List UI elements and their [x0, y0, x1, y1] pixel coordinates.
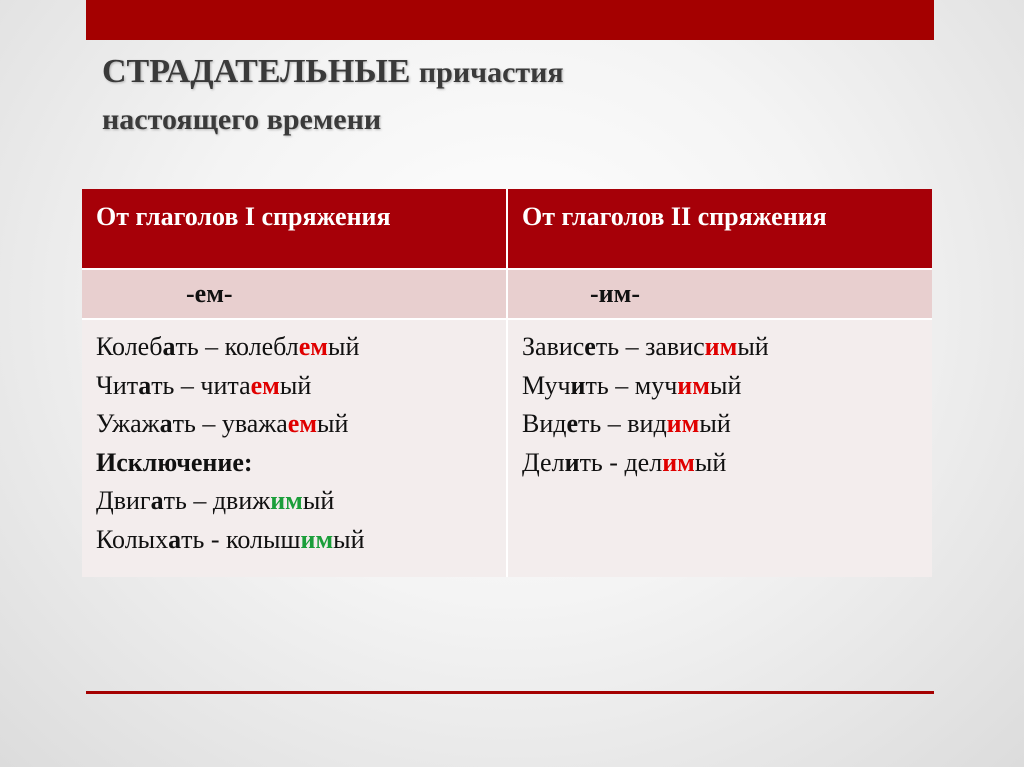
- word-part: ый: [327, 332, 360, 361]
- word-part: а: [138, 370, 152, 400]
- word-part: ть – уважа: [172, 409, 288, 438]
- word-part: ый: [737, 332, 769, 361]
- word-part: Завис: [522, 332, 585, 361]
- suffix-highlight: ем: [287, 409, 318, 438]
- word-part: ть – муч: [585, 370, 678, 400]
- example-line: [96, 405, 492, 444]
- word-part: а: [162, 332, 176, 361]
- example-line: [522, 405, 918, 444]
- word-part: а: [150, 486, 164, 515]
- word-part: Колеб: [96, 332, 163, 361]
- title-line-1: [102, 48, 902, 96]
- word-part: ый: [694, 447, 727, 477]
- word-part: ть – колебл: [175, 332, 299, 361]
- word-part: ть – движ: [163, 486, 271, 515]
- slide-title: [102, 48, 902, 143]
- example-line: [96, 482, 492, 521]
- word-part: ый: [699, 409, 731, 438]
- word-part: ый: [279, 370, 312, 400]
- examples-conjugation-2: [507, 319, 932, 577]
- word-part: Вид: [522, 409, 567, 438]
- example-line: [96, 328, 492, 367]
- word-part: Двиг: [96, 486, 151, 515]
- header-conjugation-2: От глаголов II спряжения: [507, 189, 932, 269]
- word-part: ый: [333, 524, 365, 554]
- word-part: ть – завис: [595, 332, 705, 361]
- example-line: [522, 328, 918, 367]
- header-conjugation-1: От глаголов I спряжения: [82, 189, 507, 269]
- word-part: а: [168, 524, 182, 554]
- suffix-highlight: им: [300, 524, 334, 554]
- title-rest: причастия: [418, 56, 564, 89]
- suffix-im: -им-: [507, 269, 932, 319]
- example-line: [96, 521, 492, 560]
- word-part: ть – вид: [578, 409, 667, 438]
- suffix-highlight: им: [662, 447, 695, 477]
- conjugation-table: [82, 189, 932, 577]
- table-header-row: [82, 189, 932, 269]
- word-part: и: [570, 370, 586, 400]
- suffix-em: -ем-: [82, 269, 507, 319]
- example-line: [522, 444, 918, 483]
- title-line-2: настоящего времени: [102, 103, 382, 136]
- example-line: [96, 367, 492, 406]
- suffix-highlight: им: [677, 370, 710, 400]
- word-part: ть - дел: [579, 447, 663, 477]
- exception-label: [96, 444, 492, 483]
- suffix-row: [82, 269, 932, 319]
- word-part: Ужаж: [96, 409, 160, 438]
- word-part: е: [566, 409, 579, 438]
- word-part: ть – чита: [151, 370, 251, 400]
- word-part: е: [584, 332, 596, 361]
- word-part: Муч: [522, 370, 571, 400]
- examples-conjugation-1: [82, 319, 507, 577]
- suffix-highlight: им: [666, 409, 700, 438]
- title-upper: СТРАДАТЕЛЬНЫЕ: [102, 53, 411, 90]
- examples-row: [82, 319, 932, 577]
- bottom-accent-line: [86, 691, 934, 694]
- exception-text: Исключение:: [96, 447, 253, 477]
- top-accent-bar: [86, 0, 934, 40]
- suffix-highlight: им: [270, 486, 303, 515]
- suffix-highlight: ем: [250, 370, 280, 400]
- word-part: Чит: [96, 370, 139, 400]
- word-part: и: [564, 447, 580, 477]
- word-part: Колых: [96, 524, 169, 554]
- suffix-highlight: ем: [298, 332, 328, 361]
- word-part: Дел: [522, 447, 565, 477]
- word-part: ть - колыш: [181, 524, 301, 554]
- word-part: ый: [709, 370, 742, 400]
- example-line: [522, 367, 918, 406]
- suffix-highlight: им: [704, 332, 738, 361]
- word-part: а: [159, 409, 173, 438]
- word-part: ый: [302, 486, 335, 515]
- word-part: ый: [317, 409, 349, 438]
